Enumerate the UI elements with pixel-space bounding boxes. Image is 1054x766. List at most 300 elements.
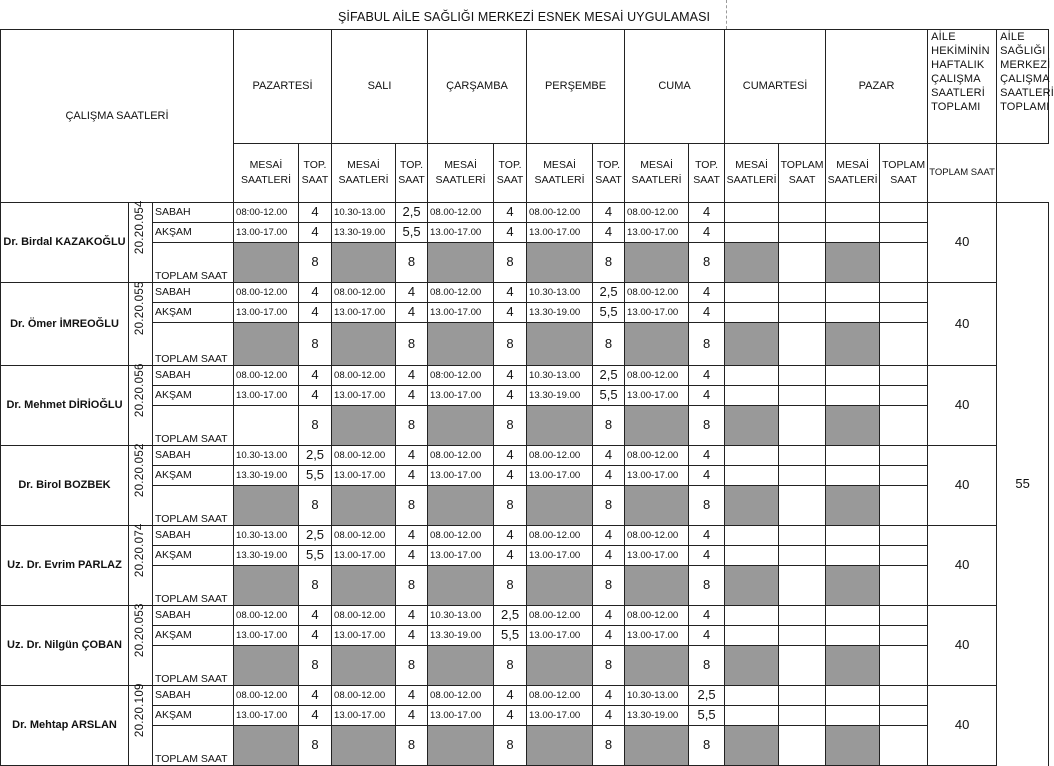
evening-hours: 13.00-17.00: [234, 706, 299, 726]
evening-hours: 13.30-19.00: [625, 706, 689, 726]
morning-hours: 08.00-12.00: [625, 606, 689, 626]
weekend-evening-empty: [826, 466, 880, 486]
evening-hours-total: 4: [494, 303, 527, 323]
morning-hours: 10.30-13.00: [332, 203, 396, 223]
evening-hours: 13.00-17.00: [428, 706, 494, 726]
weekend-morning-empty: [826, 526, 880, 546]
morning-hours-total: 4: [689, 203, 725, 223]
evening-hours-total: 4: [396, 706, 428, 726]
evening-hours: 13.00-17.00: [428, 386, 494, 406]
morning-hours: 08.00-12.00: [332, 283, 396, 303]
morning-hours-total: 2,5: [396, 203, 428, 223]
evening-hours: 13.00-17.00: [625, 626, 689, 646]
mesai-saatleri-subheader: MESAİ SAATLERİ: [527, 144, 593, 203]
day-total-filler: [625, 726, 689, 766]
shift-label-aksam: AKŞAM: [153, 303, 234, 323]
day-total: 8: [593, 243, 625, 283]
weekend-total-filler: [725, 726, 779, 766]
day-total: 8: [299, 726, 332, 766]
weekend-evening-total-empty: [779, 223, 826, 243]
evening-hours-total: 5,5: [494, 626, 527, 646]
morning-hours: 08.00-12.00: [527, 606, 593, 626]
weekly-total-subheader: TOPLAM SAAT: [928, 144, 997, 203]
weekend-evening-empty: [826, 386, 880, 406]
doctor-code: 20.20.054: [133, 200, 146, 254]
morning-hours: 08.00-12.00: [625, 446, 689, 466]
doctor-name: Uz. Dr. Evrim PARLAZ: [1, 526, 129, 606]
day-total: 8: [494, 406, 527, 446]
morning-hours: 08.00-12.00: [428, 283, 494, 303]
total-hours-label: TOPLAM SAAT: [153, 646, 234, 686]
weekend-total-filler: [826, 566, 880, 606]
weekend-total-filler: [725, 406, 779, 446]
day-total-filler: [332, 566, 396, 606]
total-hours-label: TOPLAM SAAT: [153, 726, 234, 766]
shift-label-sabah: SABAH: [153, 366, 234, 386]
evening-hours-total: 4: [396, 546, 428, 566]
shift-label-sabah: SABAH: [153, 526, 234, 546]
day-header-thursday: PERŞEMBE: [527, 30, 625, 144]
day-total-filler: [625, 486, 689, 526]
morning-hours-total: 2,5: [593, 283, 625, 303]
day-header-sunday: PAZAR: [826, 30, 928, 144]
weekend-evening-empty: [725, 303, 779, 323]
day-total: 8: [689, 406, 725, 446]
doctor-code: 20.20.053: [133, 603, 146, 657]
day-total-filler: [527, 646, 593, 686]
weekend-morning-total-empty: [880, 526, 928, 546]
morning-hours-total: 4: [396, 526, 428, 546]
day-header-monday: PAZARTESİ: [234, 30, 332, 144]
evening-hours-total: 4: [593, 626, 625, 646]
doctor-code-cell: [129, 523, 153, 606]
weekly-total: 40: [928, 686, 997, 766]
weekend-total-empty: [880, 323, 928, 366]
shift-label-aksam: AKŞAM: [153, 386, 234, 406]
weekend-morning-total-empty: [779, 686, 826, 706]
day-total: 8: [689, 323, 725, 366]
morning-hours: 08.00-12.00: [332, 686, 396, 706]
evening-hours-total: 4: [494, 386, 527, 406]
day-total: 8: [299, 566, 332, 606]
total-hours-label: TOPLAM SAAT: [153, 486, 234, 526]
weekend-morning-total-empty: [779, 446, 826, 466]
shift-label-aksam: AKŞAM: [153, 546, 234, 566]
day-total: 8: [299, 323, 332, 366]
doctor-name: Dr. Ömer İMREOĞLU: [1, 283, 129, 366]
weekend-total-empty: [779, 323, 826, 366]
morning-hours-total: 4: [396, 366, 428, 386]
weekend-evening-total-empty: [880, 706, 928, 726]
toplam-saat-subheader: TOPLAM SAAT: [779, 144, 826, 203]
day-total-filler: [332, 406, 396, 446]
day-total: 8: [396, 646, 428, 686]
weekend-evening-total-empty: [779, 466, 826, 486]
evening-hours-total: 4: [689, 626, 725, 646]
evening-hours: 13.30-19.00: [234, 546, 299, 566]
day-total: 8: [299, 646, 332, 686]
morning-hours-total: 4: [494, 526, 527, 546]
evening-hours: 13.00-17.00: [332, 626, 396, 646]
day-total: 8: [494, 323, 527, 366]
doctor-name: Dr. Mehtap ARSLAN: [1, 686, 129, 766]
mesai-saatleri-subheader: MESAİ SAATLERİ: [234, 144, 299, 203]
evening-hours-total: 5,5: [299, 546, 332, 566]
weekend-total-filler: [826, 406, 880, 446]
evening-hours: 13.30-19.00: [332, 223, 396, 243]
evening-hours: 13.00-17.00: [625, 546, 689, 566]
mesai-saatleri-subheader: MESAİ SAATLERİ: [625, 144, 689, 203]
day-total: 8: [299, 243, 332, 283]
evening-hours-total: 5,5: [593, 386, 625, 406]
day-total: 8: [593, 566, 625, 606]
morning-hours: 08.00-12.00: [527, 446, 593, 466]
shift-label-sabah: SABAH: [153, 686, 234, 706]
weekend-evening-empty: [826, 223, 880, 243]
weekend-morning-total-empty: [880, 446, 928, 466]
weekly-total: 40: [928, 366, 997, 446]
morning-hours: 10.30-13.00: [234, 446, 299, 466]
doctor-code-cell: [129, 683, 153, 766]
morning-hours-total: 4: [494, 283, 527, 303]
top-saat-subheader: TOP. SAAT: [299, 144, 332, 203]
morning-hours-total: 4: [299, 283, 332, 303]
morning-hours: 08.00-12.00: [625, 203, 689, 223]
weekend-evening-total-empty: [779, 303, 826, 323]
day-total: 8: [396, 486, 428, 526]
evening-hours: 13.00-17.00: [234, 223, 299, 243]
schedule-table: [0, 29, 1054, 766]
evening-hours: 13.00-17.00: [625, 223, 689, 243]
evening-hours: 13.00-17.00: [527, 223, 593, 243]
weekend-total-empty: [779, 566, 826, 606]
evening-hours: 13.00-17.00: [428, 546, 494, 566]
evening-hours-total: 5,5: [689, 706, 725, 726]
morning-hours: 08.00-12.00: [234, 606, 299, 626]
weekend-evening-empty: [826, 546, 880, 566]
day-header-friday: CUMA: [625, 30, 725, 144]
weekend-evening-empty: [725, 706, 779, 726]
evening-hours: 13.30-19.00: [527, 303, 593, 323]
doctor-code-cell: [129, 363, 153, 446]
day-total: 8: [299, 486, 332, 526]
day-total-filler: [428, 323, 494, 366]
center-total-header: AİLE SAĞLIĞI MERKEZİ ÇALIŞMA SAATLERİ TOPLAMI: [997, 30, 1049, 144]
day-total-filler: [234, 486, 299, 526]
doctor-code-cell: [129, 443, 153, 526]
doctor-code: 20.20.109: [133, 683, 146, 737]
doctor-code: 20.20.074: [133, 523, 146, 577]
top-saat-subheader: TOP. SAAT: [494, 144, 527, 203]
weekend-total-filler: [826, 243, 880, 283]
morning-hours-total: 4: [689, 283, 725, 303]
day-total-filler: [527, 566, 593, 606]
morning-hours-total: 2,5: [299, 526, 332, 546]
day-total: 8: [689, 243, 725, 283]
day-header-saturday: CUMARTESİ: [725, 30, 826, 144]
day-total: 8: [689, 726, 725, 766]
day-total-filler: [527, 323, 593, 366]
day-total-filler: [332, 486, 396, 526]
evening-hours: 13.00-17.00: [234, 626, 299, 646]
day-total: 8: [593, 406, 625, 446]
day-total-filler: [234, 323, 299, 366]
weekend-morning-total-empty: [779, 283, 826, 303]
evening-hours: 13.00-17.00: [332, 303, 396, 323]
day-total-filler: [234, 243, 299, 283]
weekend-total-empty: [880, 646, 928, 686]
evening-hours-total: 5,5: [593, 303, 625, 323]
day-total: 8: [593, 486, 625, 526]
weekend-morning-empty: [826, 606, 880, 626]
morning-hours-total: 4: [396, 283, 428, 303]
weekend-total-empty: [779, 726, 826, 766]
evening-hours-total: 4: [689, 466, 725, 486]
morning-hours-total: 4: [593, 526, 625, 546]
weekend-evening-empty: [826, 303, 880, 323]
weekend-morning-empty: [725, 283, 779, 303]
evening-hours-total: 4: [299, 223, 332, 243]
top-saat-subheader: TOP. SAAT: [396, 144, 428, 203]
weekly-total: 40: [928, 446, 997, 526]
weekend-morning-total-empty: [779, 526, 826, 546]
weekend-morning-empty: [826, 446, 880, 466]
evening-hours: 13.00-17.00: [527, 626, 593, 646]
evening-hours: 13.00-17.00: [625, 386, 689, 406]
weekly-total: 40: [928, 606, 997, 686]
evening-hours: 13.00-17.00: [428, 303, 494, 323]
day-total-filler: [428, 646, 494, 686]
morning-hours: 08.00-12.00: [527, 526, 593, 546]
day-total: 8: [396, 323, 428, 366]
evening-hours: 13.00-17.00: [428, 466, 494, 486]
evening-hours-total: 4: [494, 466, 527, 486]
morning-hours-total: 4: [689, 606, 725, 626]
weekend-total-empty: [880, 726, 928, 766]
morning-hours-total: 4: [299, 686, 332, 706]
evening-hours-total: 4: [689, 303, 725, 323]
morning-hours-total: 2,5: [299, 446, 332, 466]
doctor-name: Dr. Birol BOZBEK: [1, 446, 129, 526]
weekend-morning-empty: [826, 283, 880, 303]
evening-hours: 13.00-17.00: [234, 386, 299, 406]
day-total: 8: [689, 646, 725, 686]
top-saat-subheader: TOP. SAAT: [593, 144, 625, 203]
evening-hours-total: 4: [299, 303, 332, 323]
sheet-title-bar: [0, 0, 1050, 29]
weekend-evening-total-empty: [880, 386, 928, 406]
day-total: 8: [396, 406, 428, 446]
evening-hours-total: 4: [593, 466, 625, 486]
day-total-filler: [625, 243, 689, 283]
day-total-filler: [428, 406, 494, 446]
weekend-morning-total-empty: [779, 203, 826, 223]
evening-hours-total: 4: [299, 626, 332, 646]
evening-hours: 13.30-19.00: [527, 386, 593, 406]
evening-hours-total: 5,5: [396, 223, 428, 243]
day-total-filler: [527, 243, 593, 283]
day-total: 8: [593, 646, 625, 686]
evening-hours: 13.30-19.00: [234, 466, 299, 486]
doctor-code: 20.20.055: [133, 281, 146, 336]
morning-hours-total: 2,5: [593, 366, 625, 386]
weekend-morning-total-empty: [880, 686, 928, 706]
shift-label-sabah: SABAH: [153, 446, 234, 466]
day-total: 8: [494, 243, 527, 283]
day-total-filler: [428, 726, 494, 766]
weekend-morning-total-empty: [880, 203, 928, 223]
day-total: 8: [396, 566, 428, 606]
morning-hours-total: 4: [689, 446, 725, 466]
weekend-evening-total-empty: [779, 546, 826, 566]
evening-hours-total: 4: [299, 706, 332, 726]
day-total-filler: [625, 406, 689, 446]
weekend-morning-empty: [826, 203, 880, 223]
morning-hours-total: 4: [689, 526, 725, 546]
weekend-morning-empty: [725, 446, 779, 466]
evening-hours-total: 4: [396, 386, 428, 406]
morning-hours: 08:00-12.00: [234, 203, 299, 223]
weekend-morning-empty: [725, 686, 779, 706]
morning-hours-total: 4: [494, 446, 527, 466]
weekend-total-empty: [880, 486, 928, 526]
evening-hours-total: 4: [494, 223, 527, 243]
weekend-evening-total-empty: [779, 386, 826, 406]
weekend-evening-total-empty: [779, 626, 826, 646]
evening-hours-total: 5,5: [299, 466, 332, 486]
weekend-evening-total-empty: [880, 626, 928, 646]
shift-label-aksam: AKŞAM: [153, 466, 234, 486]
day-total: 8: [494, 566, 527, 606]
day-header-tuesday: SALI: [332, 30, 428, 144]
weekend-evening-empty: [725, 386, 779, 406]
morning-hours: 08.00-12.00: [234, 283, 299, 303]
weekend-total-filler: [826, 646, 880, 686]
evening-hours-total: 4: [689, 546, 725, 566]
morning-hours-total: 4: [299, 366, 332, 386]
day-total: 8: [299, 406, 332, 446]
toplam-saat-subheader: TOPLAM SAAT: [880, 144, 928, 203]
weekend-evening-total-empty: [880, 466, 928, 486]
morning-hours-total: 4: [299, 203, 332, 223]
evening-hours: 13.00-17.00: [234, 303, 299, 323]
top-saat-subheader: TOP. SAAT: [689, 144, 725, 203]
weekend-total-empty: [880, 406, 928, 446]
day-total: 8: [494, 486, 527, 526]
morning-hours: 08.00-12.00: [332, 606, 396, 626]
weekend-total-filler: [725, 646, 779, 686]
evening-hours-total: 4: [396, 626, 428, 646]
morning-hours-total: 4: [593, 686, 625, 706]
evening-hours: 13.00-17.00: [527, 546, 593, 566]
weekend-total-filler: [725, 323, 779, 366]
weekend-evening-total-empty: [880, 303, 928, 323]
weekend-total-empty: [880, 243, 928, 283]
weekend-total-filler: [826, 726, 880, 766]
weekend-evening-total-empty: [880, 546, 928, 566]
morning-hours-total: 4: [689, 366, 725, 386]
day-total-filler: [428, 486, 494, 526]
weekend-evening-total-empty: [779, 706, 826, 726]
morning-hours: 08.00-12.00: [332, 526, 396, 546]
evening-hours-total: 4: [396, 303, 428, 323]
weekend-evening-total-empty: [880, 223, 928, 243]
evening-hours: 13.30-19.00: [428, 626, 494, 646]
weekend-morning-total-empty: [880, 366, 928, 386]
day-total-filler: [234, 566, 299, 606]
morning-hours: 10.30-13.00: [527, 366, 593, 386]
evening-hours: 13.00-17.00: [625, 303, 689, 323]
weekend-morning-empty: [826, 686, 880, 706]
weekend-morning-empty: [725, 606, 779, 626]
weekend-morning-total-empty: [779, 366, 826, 386]
evening-hours: 13.00-17.00: [332, 386, 396, 406]
weekend-evening-empty: [725, 626, 779, 646]
evening-hours-total: 4: [494, 546, 527, 566]
weekly-total-header: AİLE HEKİMİNİN HAFTALIK ÇALIŞMA SAATLERİ TOPLAMI: [928, 30, 997, 144]
working-hours-header: ÇALIŞMA SAATLERİ: [1, 30, 234, 203]
mesai-saatleri-subheader: MESAİ SAATLERİ: [332, 144, 396, 203]
shift-label-aksam: AKŞAM: [153, 706, 234, 726]
weekly-total: 40: [928, 526, 997, 606]
evening-hours: 13.00-17.00: [332, 466, 396, 486]
mesai-saatleri-subheader: MESAİ SAATLERİ: [428, 144, 494, 203]
morning-hours: 08:00-12.00: [428, 366, 494, 386]
weekend-total-empty: [880, 566, 928, 606]
weekend-morning-total-empty: [880, 283, 928, 303]
evening-hours: 13.00-17.00: [625, 466, 689, 486]
day-total-filler: [625, 566, 689, 606]
shift-label-sabah: SABAH: [153, 203, 234, 223]
weekend-total-filler: [725, 243, 779, 283]
weekend-evening-empty: [725, 546, 779, 566]
weekend-total-filler: [826, 323, 880, 366]
day-total-filler: [527, 726, 593, 766]
morning-hours-total: 4: [593, 606, 625, 626]
evening-hours-total: 4: [593, 706, 625, 726]
day-total: 8: [494, 646, 527, 686]
weekend-total-filler: [826, 486, 880, 526]
morning-hours: 08.00-12.00: [332, 366, 396, 386]
morning-hours-total: 4: [593, 446, 625, 466]
morning-hours-total: 2,5: [494, 606, 527, 626]
doctor-code-cell: [129, 200, 153, 283]
morning-hours: 08.00-12.00: [428, 203, 494, 223]
weekly-total: 40: [928, 283, 997, 366]
morning-hours: 08.00-12.00: [332, 446, 396, 466]
weekend-morning-empty: [725, 526, 779, 546]
morning-hours-total: 4: [396, 686, 428, 706]
evening-hours: 13.00-17.00: [527, 466, 593, 486]
morning-hours: 08.00-12.00: [527, 203, 593, 223]
evening-hours: 13.00-17.00: [332, 706, 396, 726]
evening-hours-total: 4: [299, 386, 332, 406]
doctor-name: Dr. Birdal KAZAKOĞLU: [1, 203, 129, 283]
morning-hours: 10.30-13.00: [428, 606, 494, 626]
weekend-morning-empty: [725, 366, 779, 386]
weekend-morning-empty: [826, 366, 880, 386]
weekend-total-filler: [725, 486, 779, 526]
morning-hours: 08.00-12.00: [428, 526, 494, 546]
day-total-filler: [332, 323, 396, 366]
evening-hours-total: 4: [689, 386, 725, 406]
day-total-filler: [234, 726, 299, 766]
doctor-code-cell: [129, 283, 153, 366]
morning-hours: 08.00-12.00: [428, 446, 494, 466]
morning-hours: 08.00-12.00: [527, 686, 593, 706]
morning-hours: 08.00-12.00: [625, 366, 689, 386]
day-total-filler: [625, 323, 689, 366]
